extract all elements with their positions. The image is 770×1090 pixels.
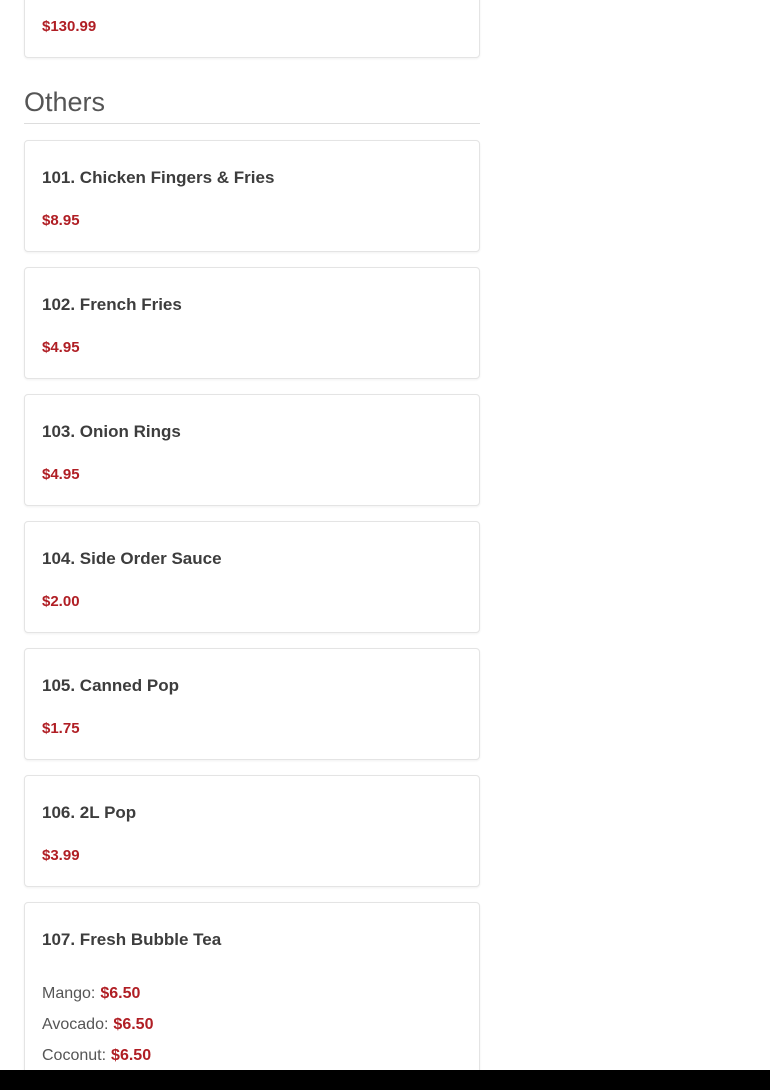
previous-item-card [24,0,480,58]
menu-item-list [24,140,480,1090]
menu-item-title: 104. Side Order Sauce [42,549,222,568]
menu-item-price: $3.99 [42,847,80,864]
variant-label: Mango: [42,985,96,1002]
menu-item-title: 107. Fresh Bubble Tea [42,930,222,949]
menu-item-price: $8.95 [42,212,80,229]
variant-row [42,1040,462,1071]
menu-item-card [24,775,480,887]
variant-label: Coconut: [42,1047,107,1064]
menu-item-card [24,902,480,1090]
menu-item-card [24,521,480,633]
menu-item-title: 105. Canned Pop [42,676,179,695]
menu-item-title: 103. Onion Rings [42,422,181,441]
variant-row [42,978,462,1009]
menu-item-price: $4.95 [42,466,80,483]
section-title: Others [24,86,480,124]
menu-content [24,0,480,1090]
menu-item-card [24,648,480,760]
menu-item-price: $1.75 [42,720,80,737]
menu-item-card [24,394,480,506]
menu-item-card [24,140,480,252]
variant-price: $6.50 [111,1047,152,1064]
menu-item-title: 102. French Fries [42,295,182,314]
variant-price: $6.50 [113,1016,154,1033]
variant-price: $6.50 [100,985,141,1002]
variant-row [42,1009,462,1040]
menu-item-price: $4.95 [42,339,80,356]
menu-item-price: $130.99 [42,18,97,35]
bottom-bar [0,1070,770,1090]
menu-item-price: $2.00 [42,593,80,610]
menu-item-title: 101. Chicken Fingers & Fries [42,168,275,187]
menu-item-title: 106. 2L Pop [42,803,137,822]
menu-item-card [24,267,480,379]
variant-label: Avocado: [42,1016,109,1033]
